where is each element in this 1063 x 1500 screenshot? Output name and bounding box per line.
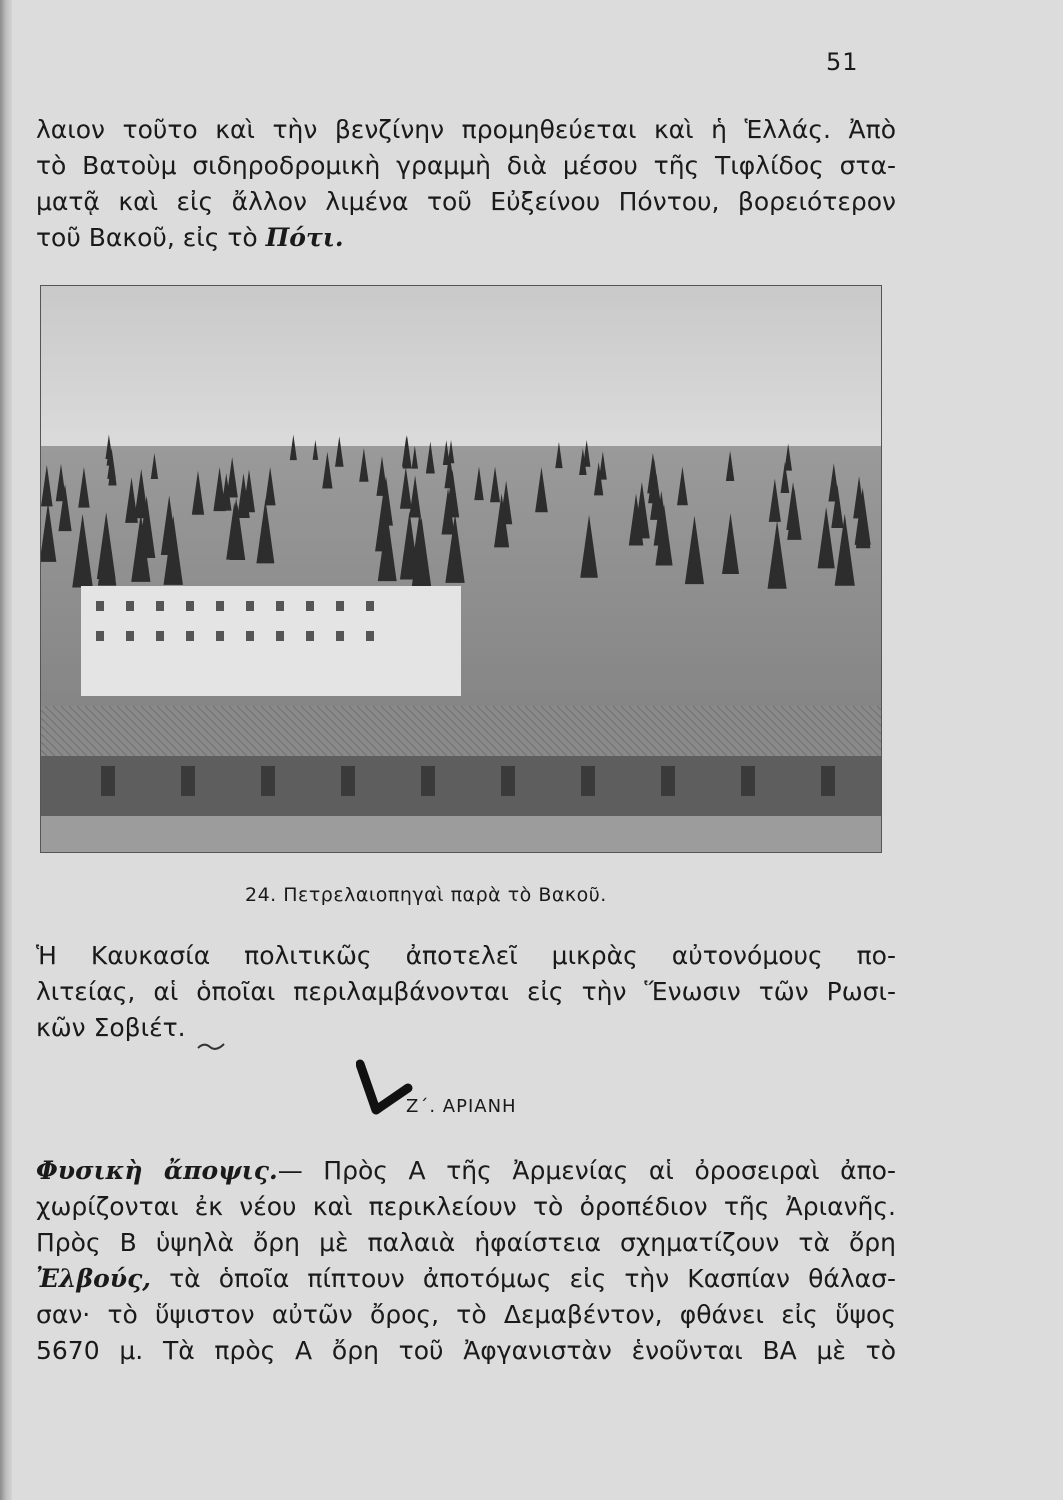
paragraph-caucasia-politics (36, 938, 896, 1046)
paragraph-physical-aspect (36, 1153, 896, 1369)
paragraph-baku-railway (36, 112, 896, 256)
pencil-scribble-mark (196, 1038, 228, 1052)
oil-fields-photograph (40, 285, 882, 853)
text-line: ματᾷ καὶ εἰς ἄλλον λιμένα τοῦ Εὐξείνου Πόντου, βορειότερον (36, 187, 896, 216)
text-line: Ἡ Καυκασία πολιτικῶς ἀποτελεῖ μικρὰς αὐτονόμους πο- (36, 941, 896, 970)
text-line-plain: τοῦ Βακοῦ, εἰς τὸ (36, 223, 266, 252)
text-line: τὸ Βατοὺμ σιδηροδρομικὴ γραμμὴ διὰ μέσου τῆς Τιφλίδος στα- (36, 151, 896, 180)
text-line: κῶν Σοβιέτ. (36, 1013, 186, 1042)
subheading-physical-aspect: Φυσικὴ ἄποψις. (36, 1156, 278, 1185)
oil-fields-photo-image (41, 286, 881, 852)
text-line: λιτείας, αἱ ὁποῖαι περιλαμβάνονται εἰς τὴν Ἕνωσιν τῶν Ρωσι- (36, 977, 896, 1006)
figure-caption: 24. Πετρελαιοπηγαὶ παρὰ τὸ Βακοῦ. (245, 884, 607, 906)
text-line (36, 1261, 896, 1297)
text-line: λαιον τοῦτο καὶ τὴν βενζίνην προμηθεύεται καὶ ἡ Ἑλλάς. Ἀπὸ (36, 115, 896, 144)
text-line (36, 220, 896, 256)
place-name-poti: Πότι. (265, 223, 344, 252)
page-number: 51 (826, 48, 859, 76)
text-line (36, 1153, 896, 1189)
text-line-plain: — Πρὸς Α τῆς Ἀρμενίας αἱ ὀροσειραὶ ἀπο- (277, 1156, 896, 1185)
section-heading: Ζ΄. ΑΡΙΑΝΗ (406, 1096, 517, 1117)
text-line: 5670 μ. Τὰ πρὸς Α ὄρη τοῦ Ἀφγανιστὰν ἑνοῦνται ΒΑ μὲ τὸ (36, 1336, 896, 1365)
text-line: σαν· τὸ ὕψιστον αὐτῶν ὄρος, τὸ Δεμαβέντον, φθάνει εἰς ὕψος (36, 1300, 896, 1329)
text-line: χωρίζονται ἐκ νέου καὶ περικλείουν τὸ ὀροπέδιον τῆς Ἀριανῆς. (36, 1192, 896, 1221)
text-line-plain: τὰ ὁποῖα πίπτουν ἀποτόμως εἰς τὴν Κασπίαν θάλασ- (151, 1264, 896, 1293)
page-binding-edge (0, 0, 12, 1500)
place-name-elburz: Ἐλβούς, (36, 1264, 152, 1293)
text-line: Πρὸς Β ὑψηλὰ ὄρη μὲ παλαιὰ ἡφαίστεια σχηματίζουν τὰ ὄρη (36, 1228, 896, 1257)
